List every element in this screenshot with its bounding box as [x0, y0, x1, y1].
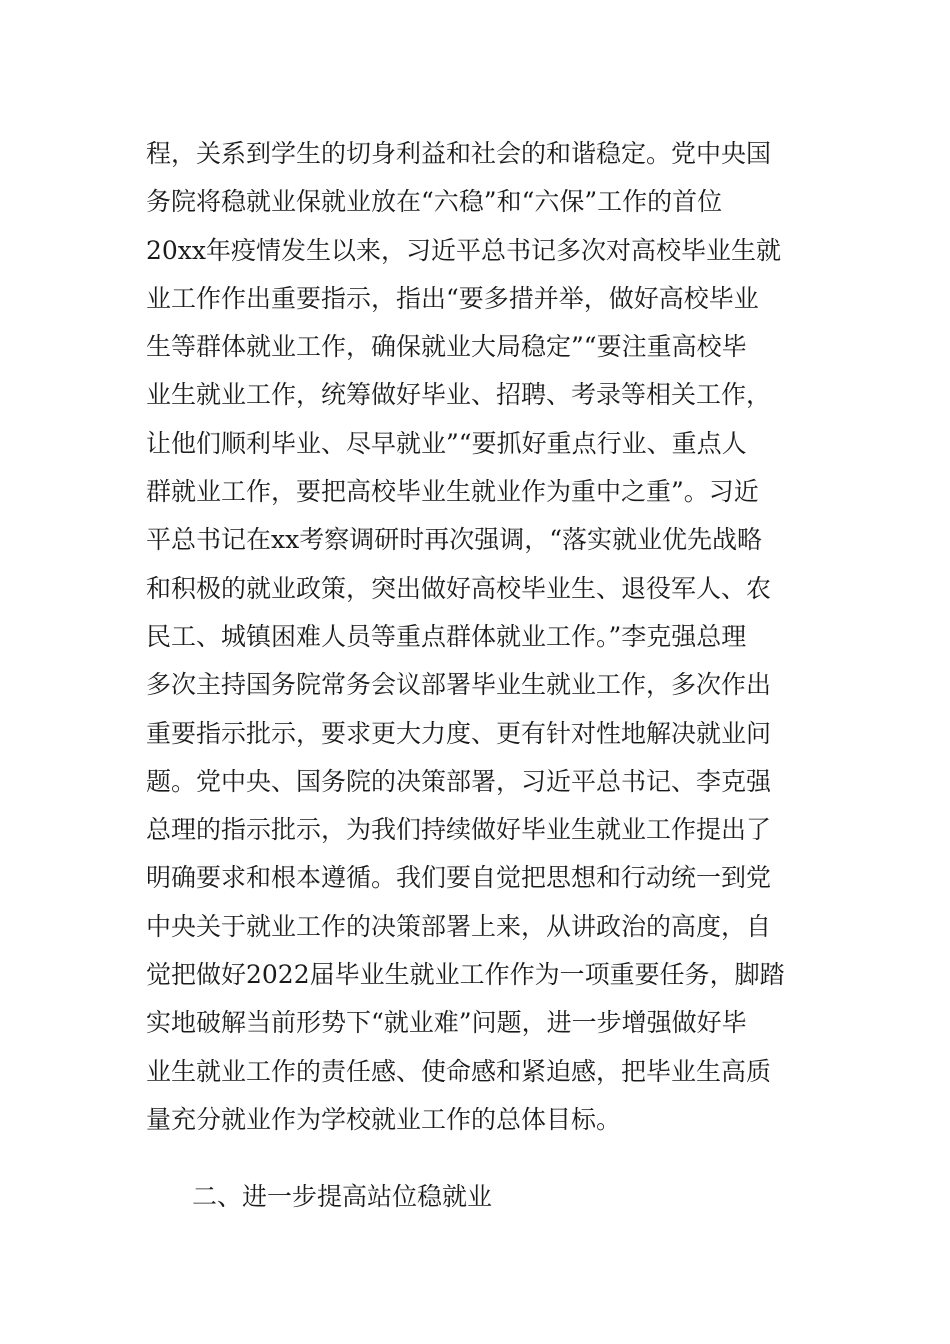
paragraph-line: 业生就业工作，统筹做好毕业、招聘、考录等相关工作，: [146, 380, 772, 410]
paragraph-line: 重要指示批示，要求更大力度、更有针对性地解决就业问: [146, 718, 772, 748]
paragraph-line: 总理的指示批示，为我们持续做好毕业生就业工作提出了: [146, 815, 772, 845]
paragraph-line: 中央关于就业工作的决策部署上来，从讲政治的高度，自: [146, 911, 772, 941]
paragraph-line: 多次主持国务院常务会议部署毕业生就业工作，多次作出: [146, 670, 772, 700]
paragraph-line: 程，关系到学生的切身利益和社会的和谐稳定。党中央国: [146, 139, 772, 168]
paragraph-line: 量充分就业作为学校就业工作的总体目标。: [146, 1104, 622, 1134]
paragraph-line: 业工作作出重要指示，指出“要多措并举，做好高校毕业: [146, 283, 759, 313]
paragraph-line: 群就业工作，要把高校毕业生就业作为重中之重”。习近: [146, 477, 759, 507]
paragraph-line: 明确要求和根本遵循。我们要自觉把思想和行动统一到党: [146, 863, 772, 893]
body-paragraph: [146, 130, 806, 1144]
paragraph-line: 务院将稳就业保就业放在“六稳”和“六保”工作的首位: [146, 187, 723, 217]
paragraph-line: 生等群体就业工作，确保就业大局稳定”“要注重高校毕: [146, 332, 747, 362]
paragraph-line: 民工、城镇困难人员等重点群体就业工作。”李克强总理: [146, 621, 747, 651]
paragraph-line: 实地破解当前形势下“就业难”问题，进一步增强做好毕: [146, 1008, 747, 1038]
paragraph-line: 20xx年疫情发生以来，习近平总书记多次对高校毕业生就: [146, 235, 782, 265]
paragraph-line: 平总书记在xx考察调研时再次强调，“落实就业优先战略: [146, 525, 762, 555]
section-heading: 二、进一步提高站位稳就业: [192, 1182, 493, 1211]
paragraph-line: 业生就业工作的责任感、使命感和紧迫感，把毕业生高质: [146, 1056, 772, 1086]
paragraph-line: 觉把做好2022届毕业生就业工作作为一项重要任务，脚踏: [146, 960, 785, 990]
paragraph-line: 和积极的就业政策，突出做好高校毕业生、退役军人、农: [146, 573, 772, 603]
paragraph-line: 让他们顺利毕业、尽早就业”“要抓好重点行业、重点人: [146, 428, 747, 458]
paragraph-line: 题。党中央、国务院的决策部署，习近平总书记、李克强: [146, 766, 772, 796]
